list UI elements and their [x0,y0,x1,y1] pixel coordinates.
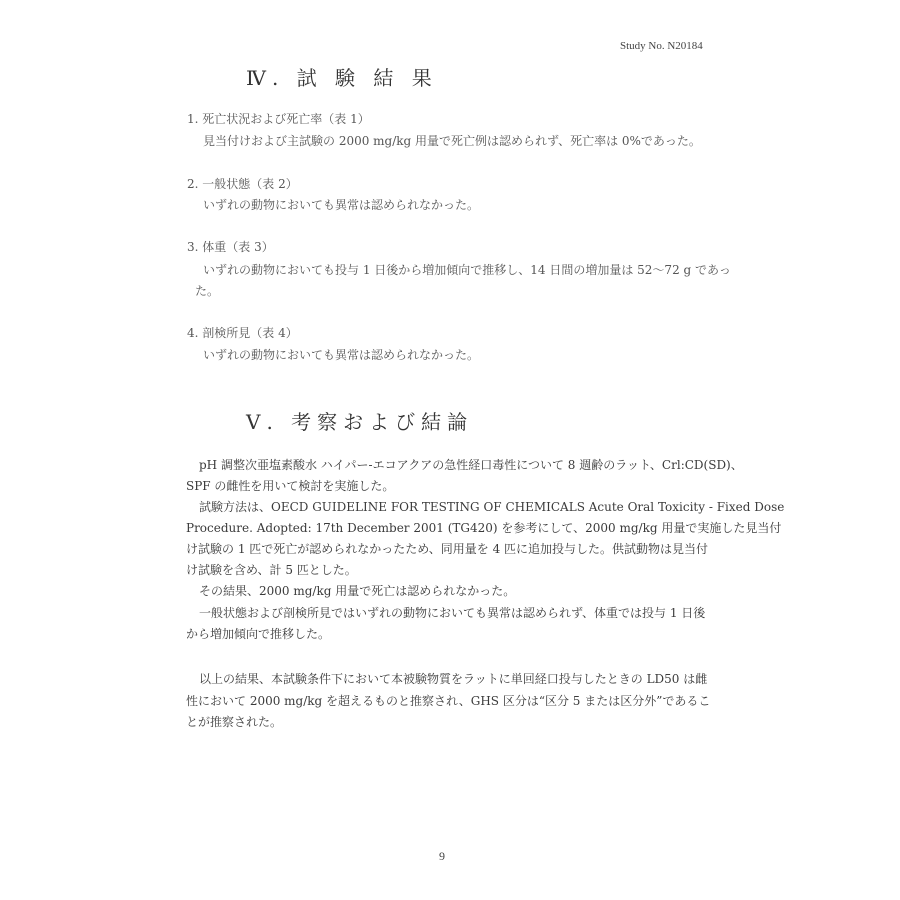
section-title-discussion: Ⅴ. 考察および結論 [246,410,474,434]
discussion-line: pH 調整次亜塩素酸水 ハイパー-エコアクアの急性経口毒性について 8 週齢のラット、Crl:CD(SD)、 [199,458,743,472]
discussion-line: から増加傾向で推移した。 [186,627,331,641]
page-number: 9 [439,849,445,863]
discussion-line: Procedure. Adopted: 17th December 2001 (TG420) を参考にして、2000 mg/kg 用量で実施した見当付 [186,521,782,535]
discussion-line: け試験の 1 匹で死亡が認められなかったため、同用量を 4 匹に追加投与した。供試動物は見当付 [186,542,709,556]
section-title-results: Ⅳ. 試 験 結 果 [246,66,438,90]
conclusion-line: 以上の結果、本試験条件下において本被験物質をラットに単回経口投与したときの LD50 は雌 [199,672,708,686]
result-item-heading: 2. 一般状態（表 2） [187,177,298,191]
result-item-heading: 4. 剖検所見（表 4） [187,326,298,340]
result-item-text: いずれの動物においても異常は認められなかった。 [203,348,480,362]
discussion-line: SPF の雌性を用いて検討を実施した。 [186,479,395,493]
result-item-text: いずれの動物においても異常は認められなかった。 [203,198,480,212]
result-item-heading: 1. 死亡状況および死亡率（表 1） [187,112,370,126]
discussion-line: 試験方法は、OECD GUIDELINE FOR TESTING OF CHEMICALS Acute Oral Toxicity - Fixed Dose [199,500,785,514]
discussion-line: 一般状態および剖検所見ではいずれの動物においても異常は認められず、体重では投与 1 日後 [199,606,706,620]
study-number: Study No. N20184 [620,40,703,52]
discussion-line: け試験を含め、計 5 匹とした。 [186,563,357,577]
result-item-heading: 3. 体重（表 3） [187,240,274,254]
result-item-text: た。 [195,284,220,298]
conclusion-line: とが推察された。 [186,715,283,729]
result-item-text: 見当付けおよび主試験の 2000 mg/kg 用量で死亡例は認められず、死亡率は 0%であった。 [203,134,701,148]
conclusion-line: 性において 2000 mg/kg を超えるものと推察され、GHS 区分は“区分 5 または区分外”であるこ [186,694,711,708]
result-item-text: いずれの動物においても投与 1 日後から増加傾向で推移し、14 日間の増加量は 52〜72 g であっ [203,263,731,277]
discussion-line: その結果、2000 mg/kg 用量で死亡は認められなかった。 [199,584,516,598]
